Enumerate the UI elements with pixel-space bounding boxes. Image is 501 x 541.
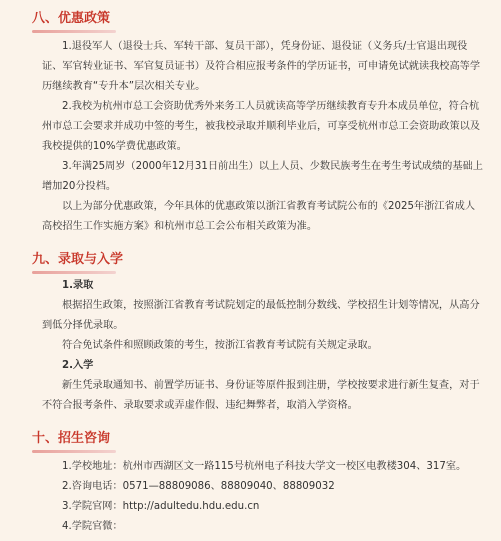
section-title-underline: [32, 450, 116, 453]
policy-paragraph-4: 以上为部分优惠政策，今年具体的优惠政策以浙江省教育考试院公布的《2025年浙江省成人高校招生工作实施方案》和杭州市总工会公布相关政策为准。: [42, 201, 476, 232]
section-title-underline: [32, 30, 116, 33]
section-admission-enrollment: [32, 251, 483, 416]
enrollment-paragraph: 新生凭录取通知书、前置学历证书、身份证等原件报到注册，学校按要求进行新生复查，对于不符合报考条件、录取要求或弄虚作假、违纪舞弊者，取消入学资格。: [42, 380, 480, 411]
section-body: [32, 37, 483, 237]
section-consultation: [32, 430, 483, 537]
section-title-preferential: 八、优惠政策: [32, 11, 111, 26]
admission-paragraph-1: 根据招生政策，按照浙江省教育考试院划定的最低控制分数线、学校招生计划等情况，从高分到低分择优录取。: [42, 300, 480, 331]
admission-paragraph-2: 符合免试条件和照顾政策的考生，按浙江省教育考试院有关规定录取。: [62, 340, 378, 351]
contact-website[interactable]: 3.学院官网：http://adultedu.hdu.edu.cn: [62, 501, 260, 512]
contact-list: [32, 457, 483, 537]
section-title-consultation: 十、招生咨询: [32, 431, 111, 446]
section-preferential-policies: [32, 10, 483, 237]
subheading-admission: 1.录取: [62, 280, 94, 291]
section-body: [32, 276, 483, 416]
policy-paragraph-2: 2.我校为杭州市总工会资助优秀外来务工人员就读高等学历继续教育专升本成员单位，符合杭州市总工会要求并成功中签的考生，被我校录取并顺利毕业后，可享受杭州市总工会资助政策以及我校提供的10%学费优惠政策。: [42, 101, 481, 152]
subheading-enrollment: 2.入学: [62, 360, 94, 371]
contact-address: 1.学校地址：杭州市西湖区文一路115号杭州电子科技大学文一校区电教楼304、317室。: [62, 461, 467, 472]
contact-phone: 2.咨询电话：0571—88809086、88809040、88809032: [62, 481, 335, 492]
section-title-admission: 九、录取与入学: [32, 252, 124, 267]
policy-paragraph-3: 3.年满25周岁（2000年12月31日前出生）以上人员、少数民族考生在考生考试成绩的基础上增加20分投档。: [42, 161, 483, 192]
contact-wechat: 4.学院官微：: [62, 521, 123, 532]
policy-paragraph-1: 1.退役军人（退役士兵、军转干部、复员干部），凭身份证、退役证（义务兵/士官退出现役证、军官转业证书、军官复员证书）及符合相应报考条件的学历证书，可申请免试就读我校高等学历继续教育“专升本”层次相关专业。: [42, 41, 481, 92]
section-title-underline: [32, 271, 116, 274]
